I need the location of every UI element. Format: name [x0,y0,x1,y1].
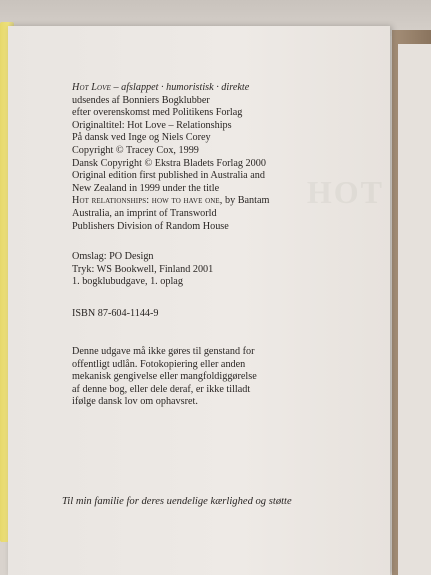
legal-line: af denne bog, eller dele deraf, er ikke tilladt [72,383,251,395]
credit-line: New Zealand in 1999 under the title [72,182,220,194]
next-page-edge [398,44,431,575]
credit-line: Publishers Division of Random House [72,220,229,232]
credit-line: Originaltitel: Hot Love – Relationships [72,119,232,131]
show-through-text: HOT [306,174,384,210]
book-tagline: – afslappet · humoristisk · direkte [110,82,250,93]
legal-line: ifølge dansk lov om ophavsret. [72,396,198,408]
book-title-line [72,82,269,95]
original-title-line [72,195,269,208]
legal-line: offentligt udlån. Fotokopiering eller anden [72,358,246,370]
print-info-block [72,251,213,289]
copyright-page [8,26,390,575]
credit-line: Copyright © Tracey Cox, 1999 [72,144,199,156]
isbn: ISBN 87-604-1144-9 [72,308,159,319]
credit-line: Original edition first published in Australia and [72,170,265,182]
print-line: Omslag: PO Design [72,251,154,262]
original-publisher: by Bantam [222,195,270,207]
credit-line: Australia, an imprint of Transworld [72,207,217,219]
legal-line: Denne udgave må ikke gøres til genstand for [72,346,255,357]
book-title: Hot Love [72,82,111,93]
legal-notice [72,346,257,409]
original-title: Hot relationships: how to have one, [72,195,223,207]
credit-line: efter overenskomst med Politikens Forlag [72,107,243,119]
print-line: 1. bogklubudgave, 1. oplag [72,276,183,288]
legal-line: mekanisk gengivelse eller mangfoldiggørelse [72,371,257,383]
print-line: Tryk: WS Bookwell, Finland 2001 [72,263,214,275]
credit-line: Dansk Copyright © Ekstra Bladets Forlag 2000 [72,157,266,169]
dedication: Til min familie for deres uendelige kærlighed og støtte [62,496,292,507]
credit-line: udsendes af Bonniers Bogklubber [72,94,210,106]
credit-line: På dansk ved Inge og Niels Corey [72,132,211,144]
credits-block [72,82,269,233]
